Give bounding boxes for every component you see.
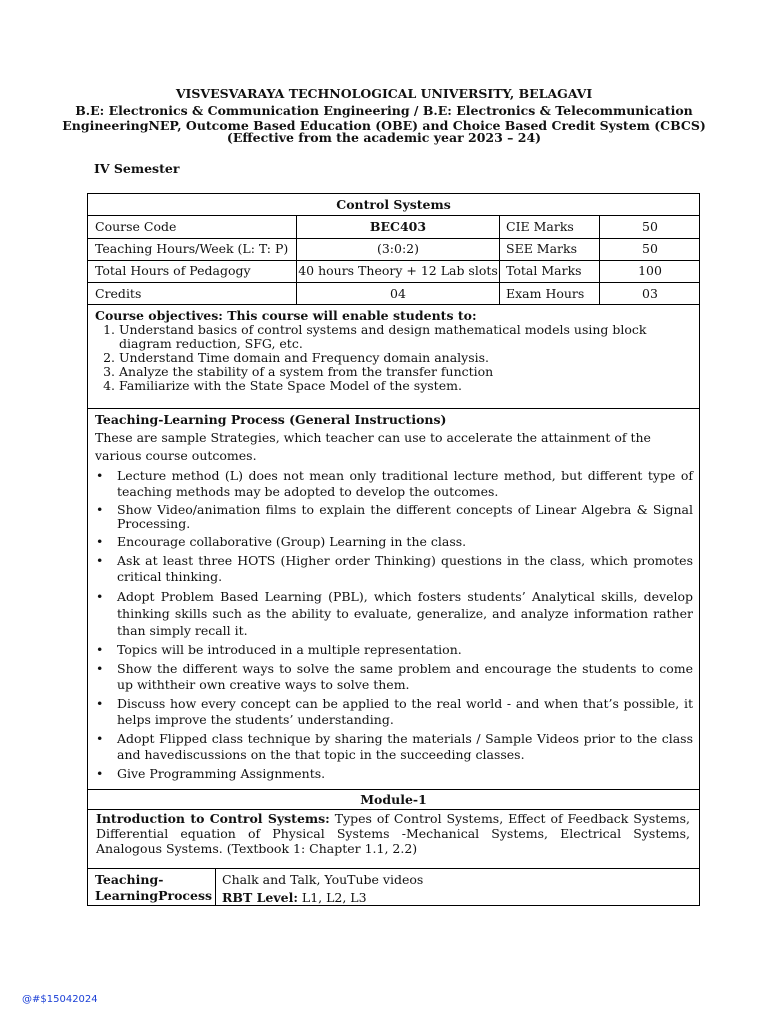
list-item: 4. Familiarize with the State Space Model of the system. xyxy=(119,379,693,393)
rbt-level: RBT Level: L1, L2, L3 xyxy=(222,890,367,905)
list-item: 1. Understand basics of control systems and design mathematical models using block diagram reduction, SFG, etc. xyxy=(119,323,693,351)
tlp-heading: Teaching-Learning Process (General Instructions) xyxy=(95,412,447,427)
effective-year: (Effective from the academic year 2023 – 24) xyxy=(226,130,542,145)
list-item: • Show the different ways to solve the same problem and encourage the students to come up withtheir own creative ways to solve them. xyxy=(96,661,693,692)
university-title: VISVESVARAYA TECHNOLOGICAL UNIVERSITY, BELAGAVI xyxy=(175,86,593,101)
list-item: • Encourage collaborative (Group) Learning in the class. xyxy=(96,534,467,549)
list-item: • Discuss how every concept can be applied to the real world - and when that’s possible, it helps improve the students’ understanding. xyxy=(96,696,693,727)
list-item: • Give Programming Assignments. xyxy=(96,766,326,781)
list-item: • Ask at least three HOTS (Higher order Thinking) questions in the class, which promotes critical thinking. xyxy=(96,553,693,584)
row-value: 40 hours Theory + 12 Lab slots xyxy=(298,263,498,278)
row-value-2: 03 xyxy=(642,286,658,301)
tlp-section xyxy=(95,411,693,782)
row-label-2: SEE Marks xyxy=(506,241,578,256)
course-title: Control Systems xyxy=(336,197,451,212)
list-item: • Adopt Problem Based Learning (PBL), which fosters students’ Analytical skills, develop thinking skills such as the ability to evaluate, generalize, and analyze information rather than simply recall it. xyxy=(96,589,693,638)
tlp-intro: These are sample Strategies, which teacher can use to accelerate the attainment of the various course outcomes. xyxy=(95,430,651,463)
tl-process-label: Teaching- LearningProcess xyxy=(95,872,213,903)
row-label-2: Total Marks xyxy=(506,263,582,278)
row-label: Credits xyxy=(95,286,142,301)
row-label: Total Hours of Pedagogy xyxy=(95,263,251,278)
tlp-list xyxy=(95,468,693,782)
list-item: • Topics will be introduced in a multiple representation. xyxy=(96,642,462,657)
row-value: 04 xyxy=(390,286,406,301)
list-item: • Show Video/animation films to explain the different concepts of Linear Algebra & Signal Processing. xyxy=(96,502,693,531)
objectives-section xyxy=(95,308,693,393)
row-label-2: CIE Marks xyxy=(506,219,574,234)
row-label: Teaching Hours/Week (L: T: P) xyxy=(95,241,289,256)
row-value-2: 100 xyxy=(638,263,662,278)
row-label: Course Code xyxy=(95,219,177,234)
semester-label: IV Semester xyxy=(94,161,180,176)
objectives-list xyxy=(95,323,693,393)
row-label-2: Exam Hours xyxy=(506,286,585,301)
module-title: Module-1 xyxy=(360,792,427,807)
row-value-2: 50 xyxy=(642,219,658,234)
list-item: • Adopt Flipped class technique by sharing the materials / Sample Videos prior to the class and havediscussions on the that topic in the succeeding classes. xyxy=(96,731,693,762)
module-description: Introduction to Control Systems: Types of Control Systems, Effect of Feedback Systems, Differential equation of Physical Systems -Mechanical Systems, Electrical Systems, Analogous Systems. (Textbook 1: Chapter 1.1, 2.2) xyxy=(96,811,690,856)
watermark-text: @#$15042024 xyxy=(22,994,98,1005)
row-value: (3:0:2) xyxy=(376,241,420,256)
objectives-heading: Course objectives: This course will enable students to: xyxy=(95,308,477,323)
syllabus-table xyxy=(87,193,700,906)
program-line-1: B.E: Electronics & Communication Engineering / B.E: Electronics & Telecommunication xyxy=(75,103,693,118)
row-value-2: 50 xyxy=(642,241,658,256)
course-code-value: BEC403 xyxy=(369,219,427,234)
program-line-2: EngineeringNEP, Outcome Based Education (OBE) and Choice Based Credit System (CBCS) xyxy=(62,118,706,133)
list-item: 3. Analyze the stability of a system from the transfer function xyxy=(119,365,693,379)
tl-process-value: Chalk and Talk, YouTube videos RBT Level: L1, L2, L3 xyxy=(222,872,424,905)
list-item: 2. Understand Time domain and Frequency domain analysis. xyxy=(119,351,693,365)
list-item: • Lecture method (L) does not mean only traditional lecture method, but different type of teaching methods may be adopted to develop the outcomes. xyxy=(96,468,693,499)
